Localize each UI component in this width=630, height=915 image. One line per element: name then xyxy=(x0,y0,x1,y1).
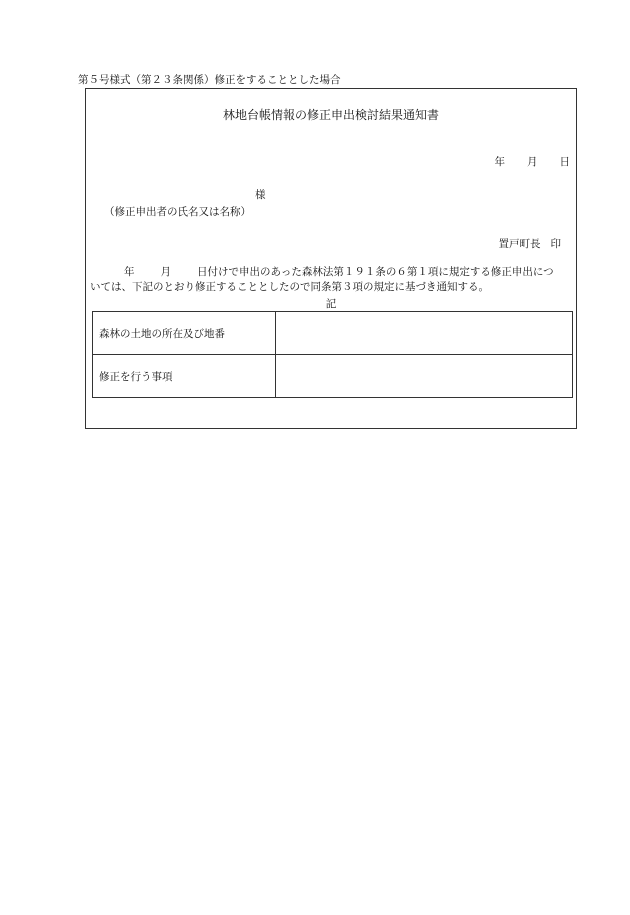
honorific-label: 様 xyxy=(255,189,266,201)
ki-heading: 記 xyxy=(325,298,337,310)
location-value-cell xyxy=(276,312,573,355)
location-label-cell: 森林の土地の所在及び地番 xyxy=(93,312,276,355)
issuer-line xyxy=(499,236,562,251)
detail-table xyxy=(92,311,573,398)
date-day-label: 日 xyxy=(559,156,570,168)
correction-label-cell: 修正を行う事項 xyxy=(93,355,276,398)
seal-mark: 印 xyxy=(550,238,561,250)
date-line xyxy=(495,154,571,169)
body-month-label: 月 xyxy=(160,266,171,278)
correction-value-cell xyxy=(276,355,573,398)
issuer-name: 置戸町長 xyxy=(498,238,541,250)
body-line-1-text: 日付けで申出のあった森林法第１９１条の６第１項に規定する修正申出につ xyxy=(197,266,554,278)
table-row xyxy=(93,312,573,355)
date-year-label: 年 xyxy=(494,156,505,168)
date-month-label: 月 xyxy=(527,156,538,168)
addressee-note: （修正申出者の氏名又は名称） xyxy=(104,206,251,218)
body-year-label: 年 xyxy=(124,266,135,278)
body-line-2: いては、下記のとおり修正することとしたので同条第３項の規定に基づき通知する。 xyxy=(90,281,489,293)
form-number-label: 第５号様式（第２３条関係）修正をすることとした場合 xyxy=(78,74,341,86)
body-line-1 xyxy=(90,265,572,280)
notice-frame xyxy=(85,88,577,429)
notice-body xyxy=(90,265,572,295)
document-title: 林地台帳情報の修正申出検討結果通知書 xyxy=(222,108,439,122)
table-row xyxy=(93,355,573,398)
